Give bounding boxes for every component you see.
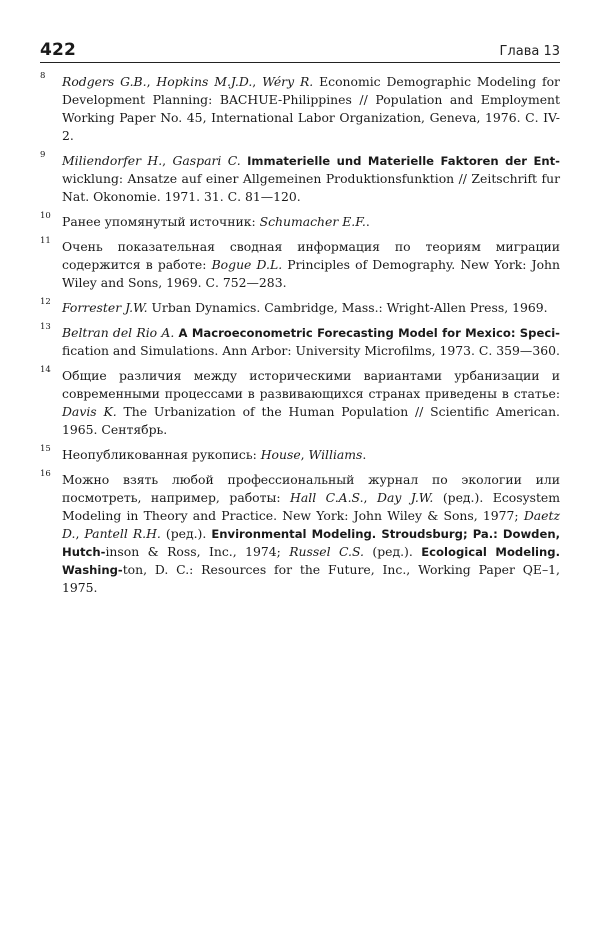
author-name: Hopkins M.J.D. xyxy=(156,74,253,89)
author-name: Schumacher E.F. xyxy=(259,214,366,229)
author-name: Rodgers G.B. xyxy=(62,74,147,89)
reference-text: ton, D. C.: Resources for the Future, Inc., Working Paper QE–1, 1975. xyxy=(62,562,560,595)
reference-text: , xyxy=(146,74,157,89)
footnote-text xyxy=(62,153,560,204)
footnotes-list xyxy=(40,73,560,597)
footnote xyxy=(40,152,560,206)
reference-text: Можно взять любой профессиональный журнал по экологии или посмотреть, например, работы: xyxy=(62,472,560,505)
book-page xyxy=(40,40,560,604)
reference-text: Principles of Demography. New York: John Wiley and Sons, 1969. С. 752—283. xyxy=(62,257,560,290)
footnote-number: 14 xyxy=(40,365,51,375)
emphasized-title: Ecological Modeling. Washing- xyxy=(62,545,560,577)
running-head xyxy=(40,40,560,63)
footnote-number: 10 xyxy=(40,211,51,221)
footnote-number: 8 xyxy=(40,71,46,81)
author-name: Hall C.A.S. xyxy=(290,490,364,505)
footnote xyxy=(40,324,560,360)
reference-text: Общие различия между историческими вариантами урбанизации и современными процессами в развивающихся странах приведены в статье: xyxy=(62,368,560,401)
reference-text: Urban Dynamics. Cambridge, Mass.: Wright-Allen Press, 1969. xyxy=(147,300,548,315)
author-name: House xyxy=(260,447,301,462)
reference-text: Очень показательная сводная информация по теориям миграции содержится в работе: xyxy=(62,239,560,272)
chapter-label: Глава 13 xyxy=(499,44,560,59)
footnote-text xyxy=(62,214,370,229)
author-name: Gaspari C. xyxy=(172,153,241,168)
reference-text: fication and Simulations. Ann Arbor: University Microfilms, 1973. С. 359—360. xyxy=(62,343,560,358)
footnote-text xyxy=(62,472,560,595)
reference-text: inson & Ross, Inc., 1974; xyxy=(105,544,290,559)
footnote-text xyxy=(62,74,560,143)
footnote xyxy=(40,299,560,317)
author-name: Williams xyxy=(308,447,363,462)
reference-text: Ранее упомянутый источник: xyxy=(62,214,260,229)
footnote xyxy=(40,73,560,145)
reference-text: . xyxy=(362,447,367,462)
footnote xyxy=(40,446,560,464)
author-name: Pantell R.H. xyxy=(84,526,161,541)
author-name: Miliendorfer H. xyxy=(62,153,163,168)
reference-text: , xyxy=(363,490,378,505)
reference-text: , xyxy=(162,153,173,168)
footnote-text xyxy=(62,300,548,315)
reference-text: , xyxy=(252,74,263,89)
reference-text: (ред.). xyxy=(160,526,212,541)
footnote xyxy=(40,213,560,231)
footnote-number: 9 xyxy=(40,150,46,160)
author-name: Bogue D.L. xyxy=(211,257,283,272)
reference-text: , xyxy=(75,526,85,541)
footnote-number: 13 xyxy=(40,322,51,332)
reference-text: , xyxy=(300,447,309,462)
footnote xyxy=(40,471,560,597)
footnote-text xyxy=(62,239,560,290)
footnote-text xyxy=(62,368,560,437)
author-name: Davis K. xyxy=(62,404,117,419)
reference-text: (ред.). xyxy=(363,544,422,559)
reference-text: Economic Demographic Modeling for Development Planning: BACHUE-Philippines // Population and Employment Working Paper No. 45, International Labor Organization, Geneva, 1976. С. IV-2. xyxy=(62,74,560,143)
author-name: Day J.W. xyxy=(377,490,434,505)
footnote-text xyxy=(62,325,560,358)
author-name: Wéry R. xyxy=(262,74,314,89)
footnote-number: 11 xyxy=(40,236,51,246)
emphasized-title: Environmental Modeling. Stroudsburg; Pa.: Dowden, Hutch- xyxy=(62,527,560,559)
reference-text: wicklung: Ansatze auf einer Allgemeinen Produktionsfunktion // Zeitschrift fur Nat. Okonomie. 1971. 31. С. 81—120. xyxy=(62,171,560,204)
page-number: 422 xyxy=(40,40,77,60)
footnote-number: 16 xyxy=(40,469,51,479)
footnote xyxy=(40,367,560,439)
footnote-number: 12 xyxy=(40,297,51,307)
reference-text: Неопубликованная рукопись: xyxy=(62,447,261,462)
footnote-number: 15 xyxy=(40,444,51,454)
author-name: Daetz D. xyxy=(62,508,560,541)
footnote xyxy=(40,238,560,292)
author-name: Russel C.S. xyxy=(289,544,364,559)
author-name: Forrester J.W. xyxy=(62,300,148,315)
reference-text: (ред.). Ecosystem Modeling in Theory and Practice. New York: John Wiley & Sons, 1977; xyxy=(62,490,561,523)
author-name: Beltran del Rio A. xyxy=(62,325,175,340)
emphasized-title: Immaterielle und Materielle Faktoren der Ent- xyxy=(247,154,560,168)
emphasized-title: A Macroeconometric Forecasting Model for Mexico: Speci- xyxy=(178,326,560,340)
reference-text: The Urbanization of the Human Population // Scientific American. 1965. Сентябрь. xyxy=(62,404,560,437)
footnote-text xyxy=(62,447,366,462)
reference-text: . xyxy=(365,214,370,229)
